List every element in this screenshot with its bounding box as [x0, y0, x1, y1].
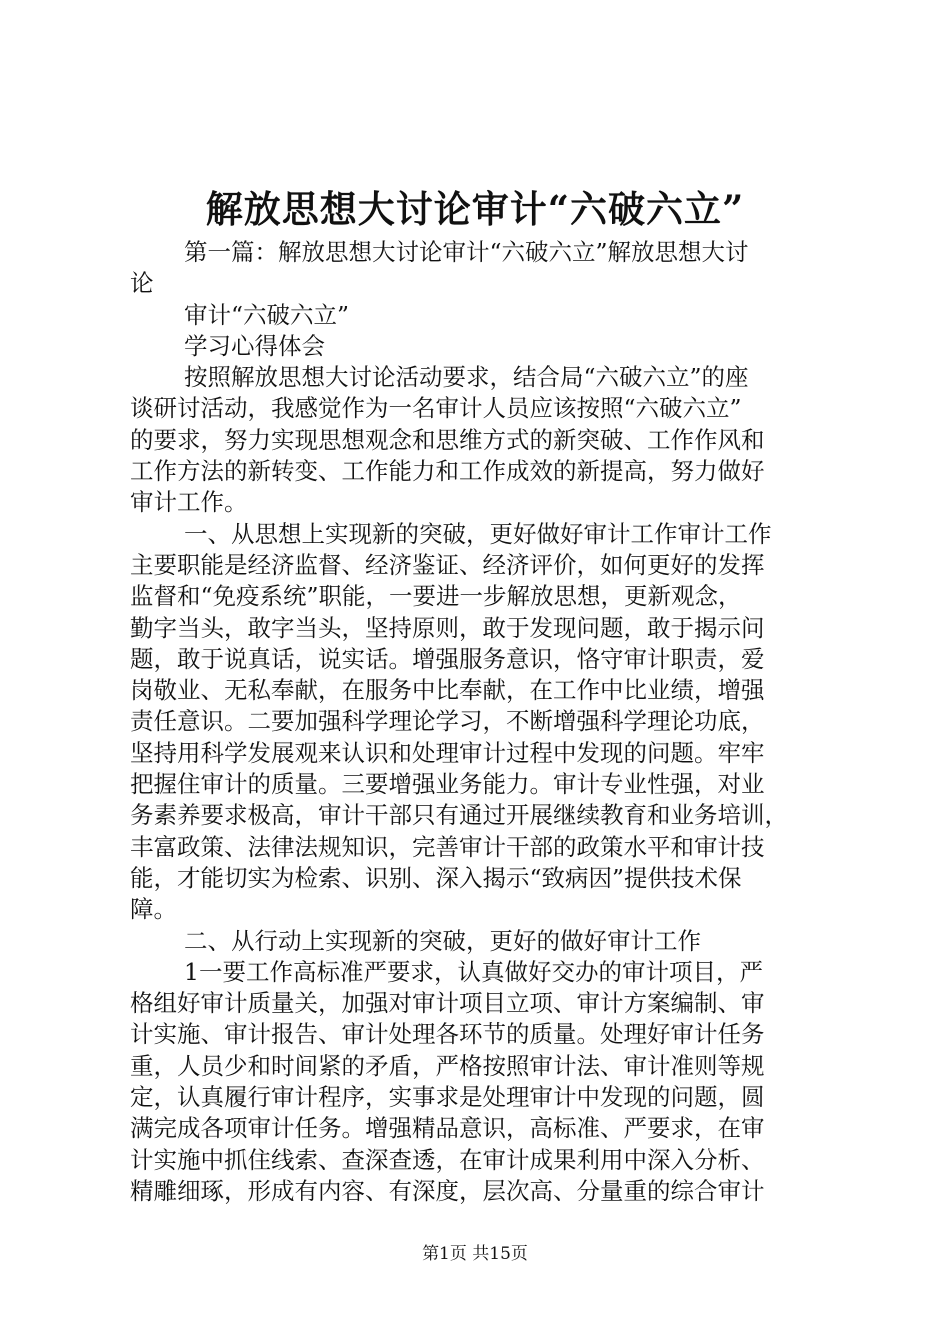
- body-line: 主要职能是经济监督、经济鉴证、经济评价，如何更好的发挥: [130, 550, 765, 579]
- body-line: 按照解放思想大讨论活动要求，结合局“六破六立”的座: [184, 363, 749, 392]
- body-line: 监督和“免疫系统”职能，一要进一步解放思想，更新观念，: [130, 582, 742, 611]
- body-line: 学习心得体会: [184, 331, 325, 360]
- body-line: 定，认真履行审计程序，实事求是处理审计中发现的问题，圆: [130, 1083, 765, 1112]
- body-line: 二、从行动上实现新的突破，更好的做好审计工作: [184, 926, 701, 955]
- body-line: 论: [130, 269, 154, 298]
- body-line: 责任意识。二要加强科学理论学习，不断增强科学理论功底，: [130, 707, 765, 736]
- body-line: 重，人员少和时间紧的矛盾，严格按照审计法、审计准则等规: [130, 1051, 765, 1080]
- body-line: 审计工作。: [130, 488, 248, 517]
- page-footer: [0, 1242, 950, 1266]
- page-total: 共15页: [472, 1244, 528, 1264]
- body-line: 题，敢于说真话，说实话。增强服务意识，恪守审计职责，爱: [130, 644, 765, 673]
- body-line: 谈研讨活动，我感觉作为一名审计人员应该按照“六破六立”: [130, 394, 742, 423]
- body-line: 能，才能切实为检索、识别、深入揭示“致病因”提供技术保: [130, 863, 742, 892]
- body-line: 计实施中抓住线索、查深查透，在审计成果利用中深入分析、: [130, 1145, 765, 1174]
- body-line: 1一要工作高标准严要求，认真做好交办的审计项目，严: [184, 957, 763, 986]
- body-line: 满完成各项审计任务。增强精品意识，高标准、严要求，在审: [130, 1114, 765, 1143]
- document-title: 解放思想大讨论审计“六破六立”: [205, 187, 745, 231]
- body-line: 工作方法的新转变、工作能力和工作成效的新提高，努力做好: [130, 457, 765, 486]
- body-line: 把握住审计的质量。三要增强业务能力。审计专业性强，对业: [130, 770, 765, 799]
- body-line: 坚持用科学发展观来认识和处理审计过程中发现的问题。牢牢: [130, 738, 765, 767]
- body-line: 一、从思想上实现新的突破，更好做好审计工作审计工作: [184, 519, 772, 548]
- body-line: 勤字当头，敢字当头，坚持原则，敢于发现问题，敢于揭示问: [130, 613, 765, 642]
- body-line: 格组好审计质量关，加强对审计项目立项、审计方案编制、审: [130, 989, 765, 1018]
- body-line: 障。: [130, 895, 177, 924]
- body-line: 审计“六破六立”: [184, 300, 350, 329]
- body-line: 务素养要求极高，审计干部只有通过开展继续教育和业务培训，: [130, 801, 788, 830]
- body-line: 精雕细琢，形成有内容、有深度，层次高、分量重的综合审计: [130, 1176, 765, 1205]
- page-number: 第1页: [422, 1244, 467, 1264]
- body-line: 的要求，努力实现思想观念和思维方式的新突破、工作作风和: [130, 425, 765, 454]
- body-line: 计实施、审计报告、审计处理各环节的质量。处理好审计任务: [130, 1020, 765, 1049]
- body-line: 第一篇：解放思想大讨论审计“六破六立”解放思想大讨: [184, 238, 749, 266]
- body-line: 岗敬业、无私奉献，在服务中比奉献，在工作中比业绩，增强: [130, 676, 765, 705]
- body-line: 丰富政策、法律法规知识，完善审计干部的政策水平和审计技: [130, 832, 765, 861]
- document-body: [130, 237, 830, 1207]
